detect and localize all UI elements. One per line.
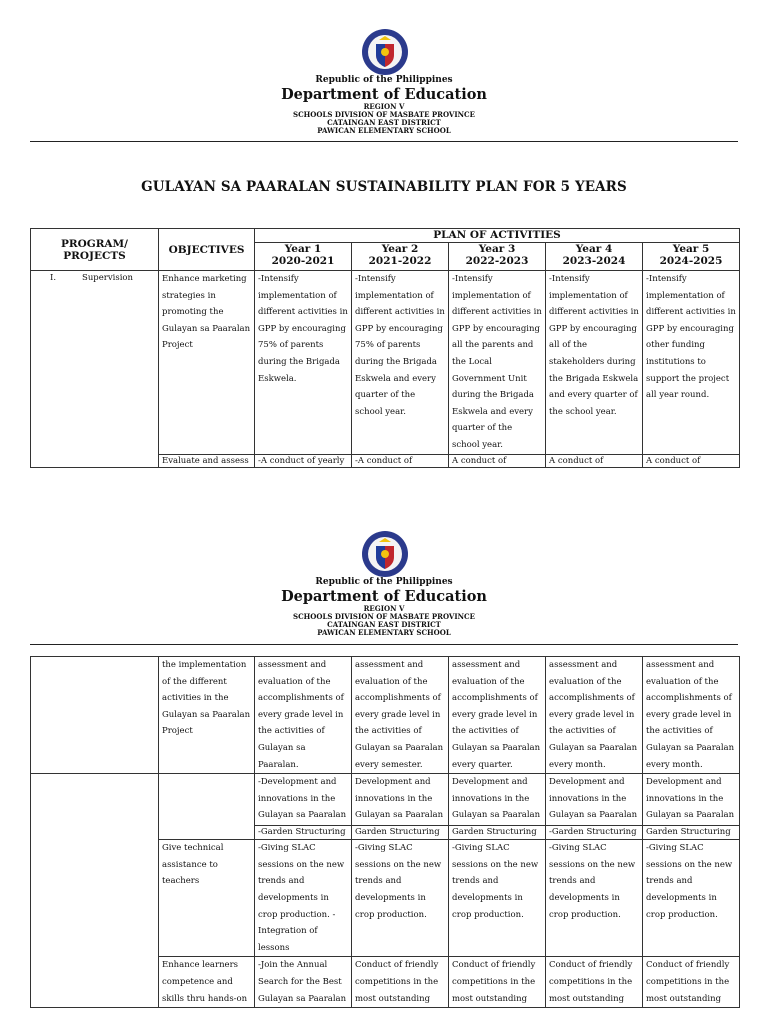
plan-header: PLAN OF ACTIVITIES <box>255 229 740 243</box>
activity-cell: Conduct of friendly competitions in the most outstanding <box>546 957 643 1008</box>
school-text: PAWICAN ELEMENTARY SCHOOL <box>317 628 451 637</box>
division-text: SCHOOLS DIVISION OF MASBATE PROVINCE <box>293 110 475 119</box>
activity-cell: Garden Structuring <box>449 826 546 840</box>
activity-cell: Development and innovations in the Gulayan sa Paaralan <box>449 774 546 826</box>
activity-cell: Development and innovations in the Gulayan sa Paaralan <box>352 774 449 826</box>
letterhead <box>0 75 768 135</box>
plan-table <box>30 228 740 468</box>
program-cell <box>31 657 159 774</box>
activity-cell: Conduct of friendly competitions in the most outstanding <box>352 957 449 1008</box>
activity-cell: A conduct of <box>449 454 546 467</box>
activity-cell: -Giving SLAC sessions on the new trends and developments in crop production. <box>449 840 546 957</box>
activity-cell: -Giving SLAC sessions on the new trends and developments in crop production. -Integration of lessons <box>255 840 352 957</box>
activity-cell: -Intensify implementation of different activities in GPP by encouraging 75% of parents during the Brigada Eskwela and every quarter of the school year. <box>352 271 449 455</box>
year-header: Year 5 2024-2025 <box>643 243 740 271</box>
letterhead <box>0 577 768 637</box>
activity-cell: Conduct of friendly competitions in the most outstanding <box>449 957 546 1008</box>
plan-title: GULAYAN SA PAARALAN SUSTAINABILITY PLAN FOR 5 YEARS <box>141 179 627 195</box>
district-text: CATAINGAN EAST DISTRICT <box>327 620 441 629</box>
header-divider <box>30 644 738 645</box>
objective-cell: Evaluate and assess <box>159 454 255 467</box>
activity-cell: -Intensify implementation of different activities in GPP by encouraging other funding institutions to support the project all year round. <box>643 271 740 455</box>
school-text: PAWICAN ELEMENTARY SCHOOL <box>317 126 451 135</box>
deped-seal-icon <box>361 28 409 76</box>
program-header: PROGRAM/ PROJECTS <box>31 229 159 271</box>
activity-cell: assessment and evaluation of the accomplishments of every grade level in the activities of Gulayan sa Paaralan every semester. <box>352 657 449 774</box>
republic-text: Republic of the Philippines <box>315 577 453 587</box>
activity-cell: assessment and evaluation of the accomplishments of every grade level in the activities of Gulayan sa Paaralan every month. <box>643 657 740 774</box>
activity-cell: -Intensify implementation of different activities in GPP by encouraging 75% of parents during the Brigada Eskwela. <box>255 271 352 455</box>
activity-cell: assessment and evaluation of the accomplishments of every grade level in the activities of Gulayan sa Paaralan every month. <box>546 657 643 774</box>
activity-cell: -Development and innovations in the Gulayan sa Paaralan <box>255 774 352 826</box>
department-text: Department of Education <box>281 588 487 605</box>
activity-cell: -Garden Structuring <box>255 826 352 840</box>
table-row <box>31 657 740 774</box>
deped-seal-icon <box>361 530 409 578</box>
department-text: Department of Education <box>281 86 487 103</box>
activity-cell: -Join the Annual Search for the Best Gulayan sa Paaralan <box>255 957 352 1008</box>
objective-cell: Enhance learners competence and skills thru hands-on <box>159 957 255 1008</box>
program-cell <box>31 271 159 468</box>
activity-cell: -Garden Structuring <box>546 826 643 840</box>
document-page-1 <box>0 0 768 480</box>
year-header: Year 2 2021-2022 <box>352 243 449 271</box>
program-number: I. <box>50 273 57 283</box>
program-cell <box>31 774 159 1008</box>
objective-cell: the implementation of the different activities in the Gulayan sa Paaralan Project <box>159 657 255 774</box>
program-name: Supervision <box>82 273 134 283</box>
objective-cell: Enhance marketing strategies in promoting the Gulayan sa Paaralan Project <box>159 271 255 455</box>
activity-cell: -Giving SLAC sessions on the new trends and developments in crop production. <box>643 840 740 957</box>
activity-cell: A conduct of <box>546 454 643 467</box>
activity-cell: assessment and evaluation of the accomplishments of every grade level in the activities of Gulayan sa Paaralan every quarter. <box>449 657 546 774</box>
region-text: REGION V <box>363 102 405 111</box>
objectives-header: OBJECTIVES <box>159 229 255 271</box>
activity-cell: -Intensify implementation of different activities in GPP by encouraging all of the stakeholders during the Brigada Eskwela and every quarter of the school year. <box>546 271 643 455</box>
header-divider <box>30 141 738 142</box>
activity-cell: -Giving SLAC sessions on the new trends and developments in crop production. <box>352 840 449 957</box>
activity-cell: -A conduct of yearly <box>255 454 352 467</box>
document-page-2 <box>0 520 768 1024</box>
activity-cell: Development and innovations in the Gulayan sa Paaralan <box>546 774 643 826</box>
year-header: Year 3 2022-2023 <box>449 243 546 271</box>
objective-cell <box>159 774 255 840</box>
activity-cell: Conduct of friendly competitions in the most outstanding <box>643 957 740 1008</box>
plan-table-continued <box>30 656 740 1008</box>
region-text: REGION V <box>363 604 405 613</box>
activity-cell: A conduct of <box>643 454 740 467</box>
district-text: CATAINGAN EAST DISTRICT <box>327 118 441 127</box>
activity-cell: Garden Structuring <box>352 826 449 840</box>
table-row <box>31 774 740 826</box>
activity-cell: Development and innovations in the Gulayan sa Paaralan <box>643 774 740 826</box>
activity-cell: -Giving SLAC sessions on the new trends and developments in crop production. <box>546 840 643 957</box>
activity-cell: -A conduct of <box>352 454 449 467</box>
year-header: Year 4 2023-2024 <box>546 243 643 271</box>
table-row <box>31 271 740 455</box>
activity-cell: Garden Structuring <box>643 826 740 840</box>
activity-cell: -Intensify implementation of different activities in GPP by encouraging all the parents and the Local Government Unit during the Brigada Eskwela and every quarter of the school year. <box>449 271 546 455</box>
republic-text: Republic of the Philippines <box>315 75 453 85</box>
objective-cell: Give technical assistance to teachers <box>159 840 255 957</box>
division-text: SCHOOLS DIVISION OF MASBATE PROVINCE <box>293 612 475 621</box>
year-header: Year 1 2020-2021 <box>255 243 352 271</box>
activity-cell: assessment and evaluation of the accomplishments of every grade level in the activities of Gulayan sa Paaralan. <box>255 657 352 774</box>
